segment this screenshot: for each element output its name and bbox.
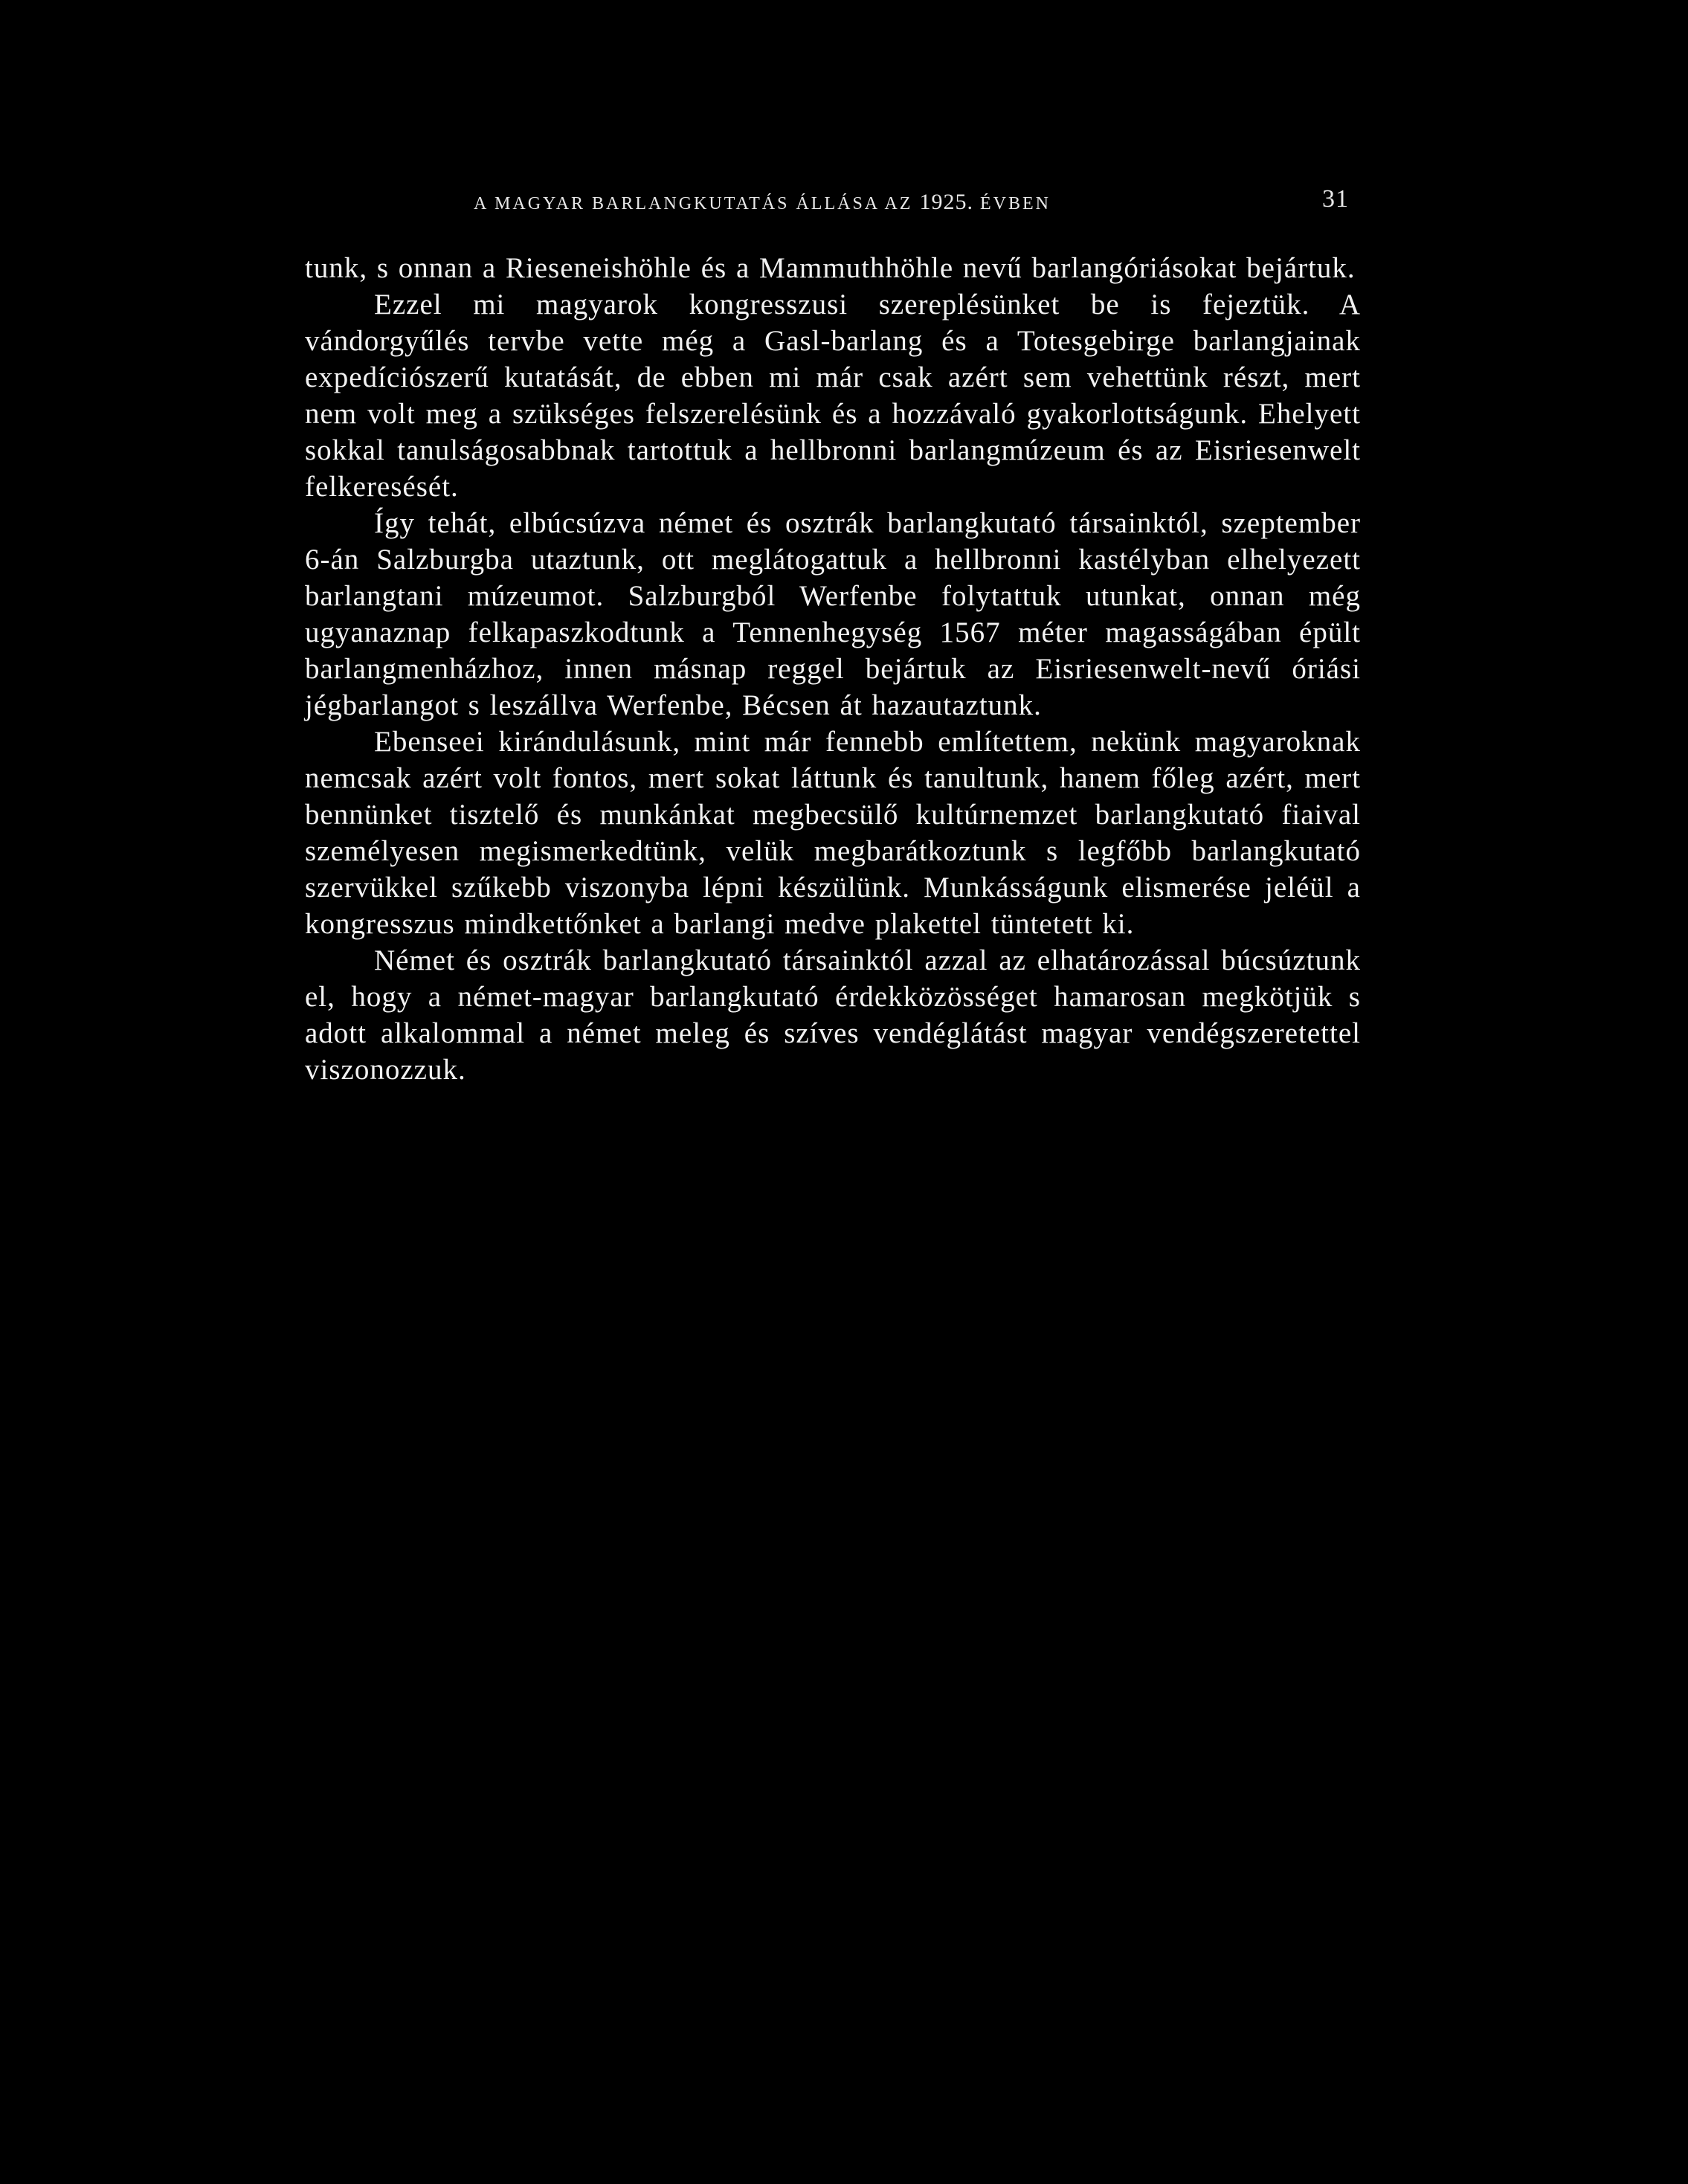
running-head bbox=[305, 185, 1361, 219]
page-number: 31 bbox=[1322, 185, 1349, 213]
running-title-suffix: ÉVBEN bbox=[979, 194, 1051, 213]
paragraph-continued: tunk, s onnan a Rieseneishöhle és a Mammuthhöhle nevű barlangóriásokat bejártuk. bbox=[305, 252, 1356, 284]
running-title-text: A MAGYAR BARLANGKUTATÁS ÁLLÁSA AZ bbox=[474, 194, 913, 213]
running-title bbox=[305, 190, 1220, 215]
running-title-year: 1925. bbox=[919, 190, 973, 214]
body-text bbox=[305, 250, 1361, 1088]
paragraph: Német és osztrák barlangkutató társainktól azzal az elhatározással búcsúztunk el, hogy a német-magyar barlangkutató érdekközösséget hamarosan megkötjük s adott alkalommal a német meleg és szíves vendéglátást magyar vendégszeretettel viszonozzuk. bbox=[305, 944, 1361, 1086]
paragraph: Ebenseei kirándulásunk, mint már fennebb említettem, nekünk magyaroknak nemcsak azért volt fontos, mert sokat láttunk és tanultunk, hanem főleg azért, mert bennünket tisztelő és munkánkat megbecsülő kultúrnemzet barlangkutató fiaival személyesen megismerkedtünk, velük megbarátkoztunk s legfőbb barlangkutató szervükkel szűkebb viszonyba lépni készülünk. Munkásságunk elismerése jeléül a kongresszus mindkettőnket a barlangi medve plakettel tüntetett ki. bbox=[305, 726, 1361, 940]
paragraph: Ezzel mi magyarok kongresszusi szereplésünket be is fejeztük. A vándorgyűlés tervbe vette még a Gasl-barlang és a Totesgebirge barlangjainak expedíciószerű kutatását, de ebben mi már csak azért sem vehettünk részt, mert nem volt meg a szükséges felszerelésünk és a hozzávaló gyakorlottságunk. Ehelyett sokkal tanulságosabbnak tartottuk a hellbronni barlangmúzeum és az Eisriesenwelt felkeresését. bbox=[305, 289, 1361, 503]
paragraph: Így tehát, elbúcsúzva német és osztrák barlangkutató társainktól, szeptember 6-án Salzburgba utaztunk, ott meglátogattuk a hellbronni kastélyban elhelyezett barlangtani múzeumot. Salzburgból Werfenbe folytattuk utunkat, onnan még ugyanaznap felkapaszkodtunk a Tennenhegység 1567 méter magasságában épült barlangmenházhoz, innen másnap reggel bejártuk az Eisriesenwelt-nevű óriási jégbarlangot s leszállva Werfenbe, Bécsen át hazautaztunk. bbox=[305, 507, 1361, 721]
